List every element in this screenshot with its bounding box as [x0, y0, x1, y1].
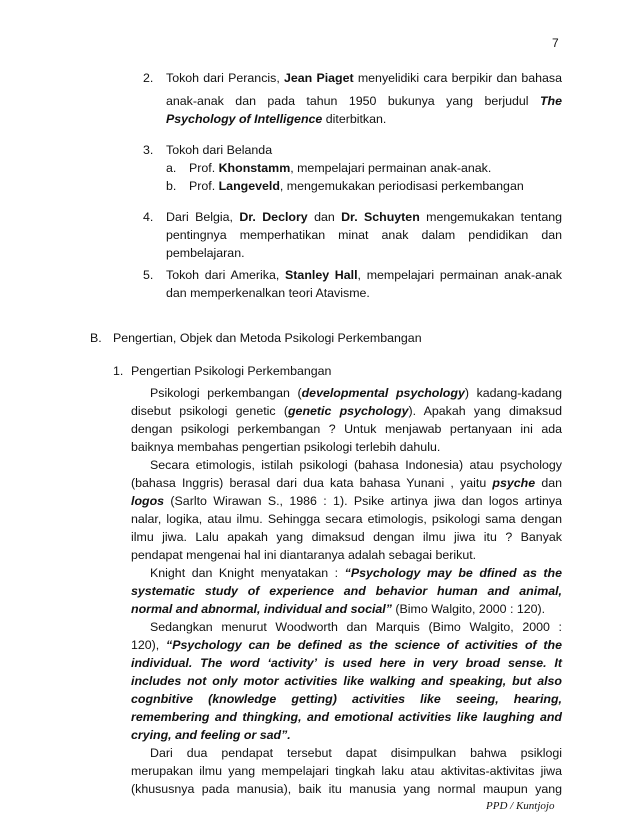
body-line: (bahasa Inggris) berasal dari dua kata bahasa Yunani , yaitu psyche dan: [131, 476, 562, 490]
item2-line2: anak-anak dan pada tahun 1950 bukunya yang berjudul The: [166, 94, 562, 108]
body-line: 120), “Psychology can be defined as the science of activities of the: [131, 638, 562, 652]
list-number: 3.: [143, 143, 154, 157]
body-line: Sedangkan menurut Woodworth dan Marquis (Bimo Walgito, 2000 :: [150, 620, 562, 634]
item2-line1: Tokoh dari Perancis, Jean Piaget menyelidiki cara berpikir dan bahasa: [166, 71, 563, 85]
list-number: 4.: [143, 210, 154, 224]
item4-line2: pentingnya memperhatikan minat anak dalam pendidikan dan: [166, 228, 562, 242]
subsection-title: Pengertian Psikologi Perkembangan: [131, 364, 332, 378]
body-line: pendapat mengenai hal ini diantaranya adalah sebagai berikut.: [131, 548, 477, 562]
body-line: nalar, logika, atau ilmu. Sehingga secara etimologis, psikologi sama dengan: [131, 512, 562, 526]
body-line: dengan psikologi perkembangan ? Untuk menjawab pertanyaan ini ada: [131, 422, 562, 436]
body-line: disebut psikologi genetic (genetic psychology). Apakah yang dimaksud: [131, 404, 563, 418]
section-title: Pengertian, Objek dan Metoda Psikologi Perkembangan: [113, 331, 422, 345]
body-line: Knight dan Knight menyatakan : “Psychology may be dfined as the: [150, 566, 562, 580]
item5-line2: dan memperkenalkan teori Atavisme.: [166, 286, 370, 300]
sublist-letter: b.: [166, 179, 177, 193]
body-line: systematic study of experience and behavior human and animal,: [131, 584, 562, 598]
item3a-text: Prof. Khonstamm, mempelajari permainan anak-anak.: [189, 161, 492, 175]
item3-line1: Tokoh dari Belanda: [166, 143, 273, 157]
body-line: Secara etimologis, istilah psikologi (bahasa Indonesia) atau psychology: [150, 458, 562, 472]
item2-line3: Psychology of Intelligence diterbitkan.: [166, 112, 387, 126]
body-line: includes not only motor activities like walking and speaking, but also: [131, 674, 562, 688]
page-number: 7: [552, 36, 559, 50]
body-line: ilmu jiwa. Lalu apakah yang dimaksud dengan ilmu jiwa itu ? Banyak: [131, 530, 562, 544]
body-line: individual. The word ‘activity’ is used here in very broad sense. It: [131, 656, 562, 670]
item4-line3: pembelajaran.: [166, 246, 245, 260]
body-line: remembering and thingking, and emotional activities like laughing and: [131, 710, 562, 724]
body-line: Psikologi perkembangan (developmental psychology) kadang-kadang: [150, 386, 563, 400]
body-line: baiknya membahas pengertian psikologi terlebih dahulu.: [131, 440, 441, 454]
body-line: cognbitive (knowledge getting) activities like seeing, hearing,: [131, 692, 562, 706]
list-number: 2.: [143, 71, 154, 85]
item3b-text: Prof. Langeveld, mengemukakan periodisasi perkembangan: [189, 179, 524, 193]
item4-line1: Dari Belgia, Dr. Declory dan Dr. Schuyten mengemukakan tentang: [166, 210, 563, 224]
sublist-letter: a.: [166, 161, 177, 175]
body-line: logos (Sarlto Wirawan S., 1986 : 1). Psike artinya jiwa dan logos artinya: [131, 494, 562, 508]
subsection-number: 1.: [113, 364, 124, 378]
body-line: normal and abnormal, individual and social” (Bimo Walgito, 2000 : 120).: [131, 602, 546, 616]
body-line: (khususnya pada manusia), baik itu manusia yang normal maupun yang: [131, 782, 562, 796]
list-number: 5.: [143, 268, 154, 282]
footer: PPD / Kuntjojo: [486, 800, 555, 812]
item5-line1: Tokoh dari Amerika, Stanley Hall, mempelajari permainan anak-anak: [166, 268, 562, 282]
body-line: merupakan ilmu yang mempelajari tingkah laku atau aktivitas-aktivitas jiwa: [131, 764, 562, 778]
body-line: crying, and feeling or sad”.: [131, 728, 291, 742]
body-line: Dari dua pendapat tersebut dapat disimpulkan bahwa psiklogi: [150, 746, 562, 760]
section-letter: B.: [90, 331, 102, 345]
